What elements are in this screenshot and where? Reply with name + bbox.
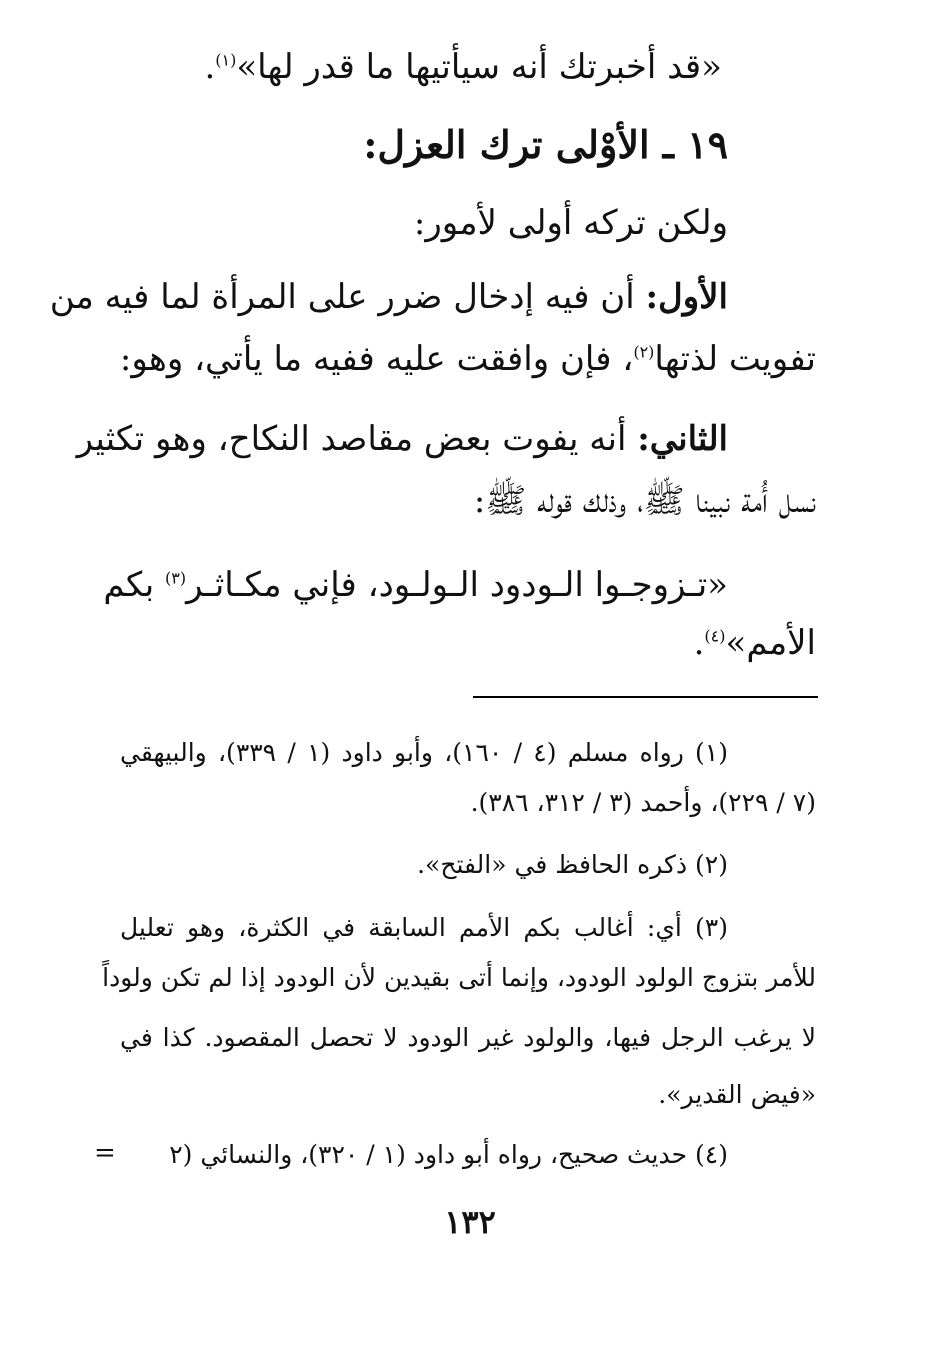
footnote-2: (٢) ذكره الحافظ في «الفتح». [417, 850, 728, 879]
footnote-ref-2: (٢) [633, 342, 655, 362]
quote-line [150, 42, 722, 92]
footnote-1-line1: (١) رواه مسلم (٤ / ١٦٠)، وأبو داود (١ / ٣٣٩)، والبيهقي [120, 738, 728, 767]
footnote-separator [473, 696, 818, 698]
quote-text: «قد أخبرتك أنه سيأتيها ما قدر لها» [236, 47, 722, 87]
footnote-ref-3: (٣) [165, 568, 187, 588]
footnote-ref-1: (١) [215, 50, 237, 70]
intro-line: ولكن تركه أولى لأمور: [413, 203, 728, 243]
hadith-line2 [120, 618, 816, 668]
second-reason-line1 [76, 414, 728, 464]
first-reason-text2a: تفويت لذتها [654, 339, 816, 379]
continuation-mark: = [94, 1138, 116, 1168]
first-reason-text: أن فيه إدخال ضرر على المرأة لما فيه من [49, 277, 635, 317]
hadith-line1 [103, 560, 728, 610]
footnote-4: (٤) حديث صحيح، رواه أبو داود (١ / ٣٢٠)، والنسائي (٢ [169, 1140, 728, 1169]
first-reason-line2 [120, 334, 816, 384]
first-reason-text2b: ، فإن وافقت عليه ففيه ما يأتي، وهو: [119, 339, 634, 379]
footnote-1-line2: (٧ / ٢٢٩)، وأحمد (٣ / ٣١٢، ٣٨٦). [470, 788, 816, 817]
hadith-text2: الأمم» [725, 623, 816, 663]
footnote-3-line2: للأمر بتزوج الولود الودود، وإنما أتى بقيدين لأن الودود إذا لم تكن ولوداً [102, 963, 816, 992]
hadith-text: «تـزوجـوا الـودود الـولـود، فإني مكـاثـر [186, 565, 728, 605]
second-reason-label: الثاني: [637, 419, 728, 459]
footnote-3-line4: «فيض القدير». [658, 1080, 816, 1109]
second-reason-text: أنه يفوت بعض مقاصد النكاح، وهو تكثير [76, 419, 627, 459]
page-number: ١٣٢ [444, 1203, 496, 1241]
footnote-3-line1: (٣) أي: أغالب بكم الأمم السابقة في الكثرة، وهو تعليل [120, 913, 728, 942]
footnote-ref-4: (٤) [704, 626, 726, 646]
first-reason-label: الأول: [645, 277, 728, 317]
footnote-3-line3: لا يرغب الرجل فيها، والولود غير الودود لا تحصل المقصود. كذا في [120, 1023, 816, 1052]
second-reason-line2: نسل أُمة نبينا ﷺ، وذلك قوله ﷺ: [473, 481, 816, 521]
quote-end: . [204, 47, 216, 87]
hadith-end: . [693, 623, 705, 663]
first-reason-line1 [49, 272, 728, 322]
hadith-text-end: بكم [103, 565, 155, 605]
section-heading: ١٩ ـ الأوْلى ترك العزل: [363, 122, 728, 167]
